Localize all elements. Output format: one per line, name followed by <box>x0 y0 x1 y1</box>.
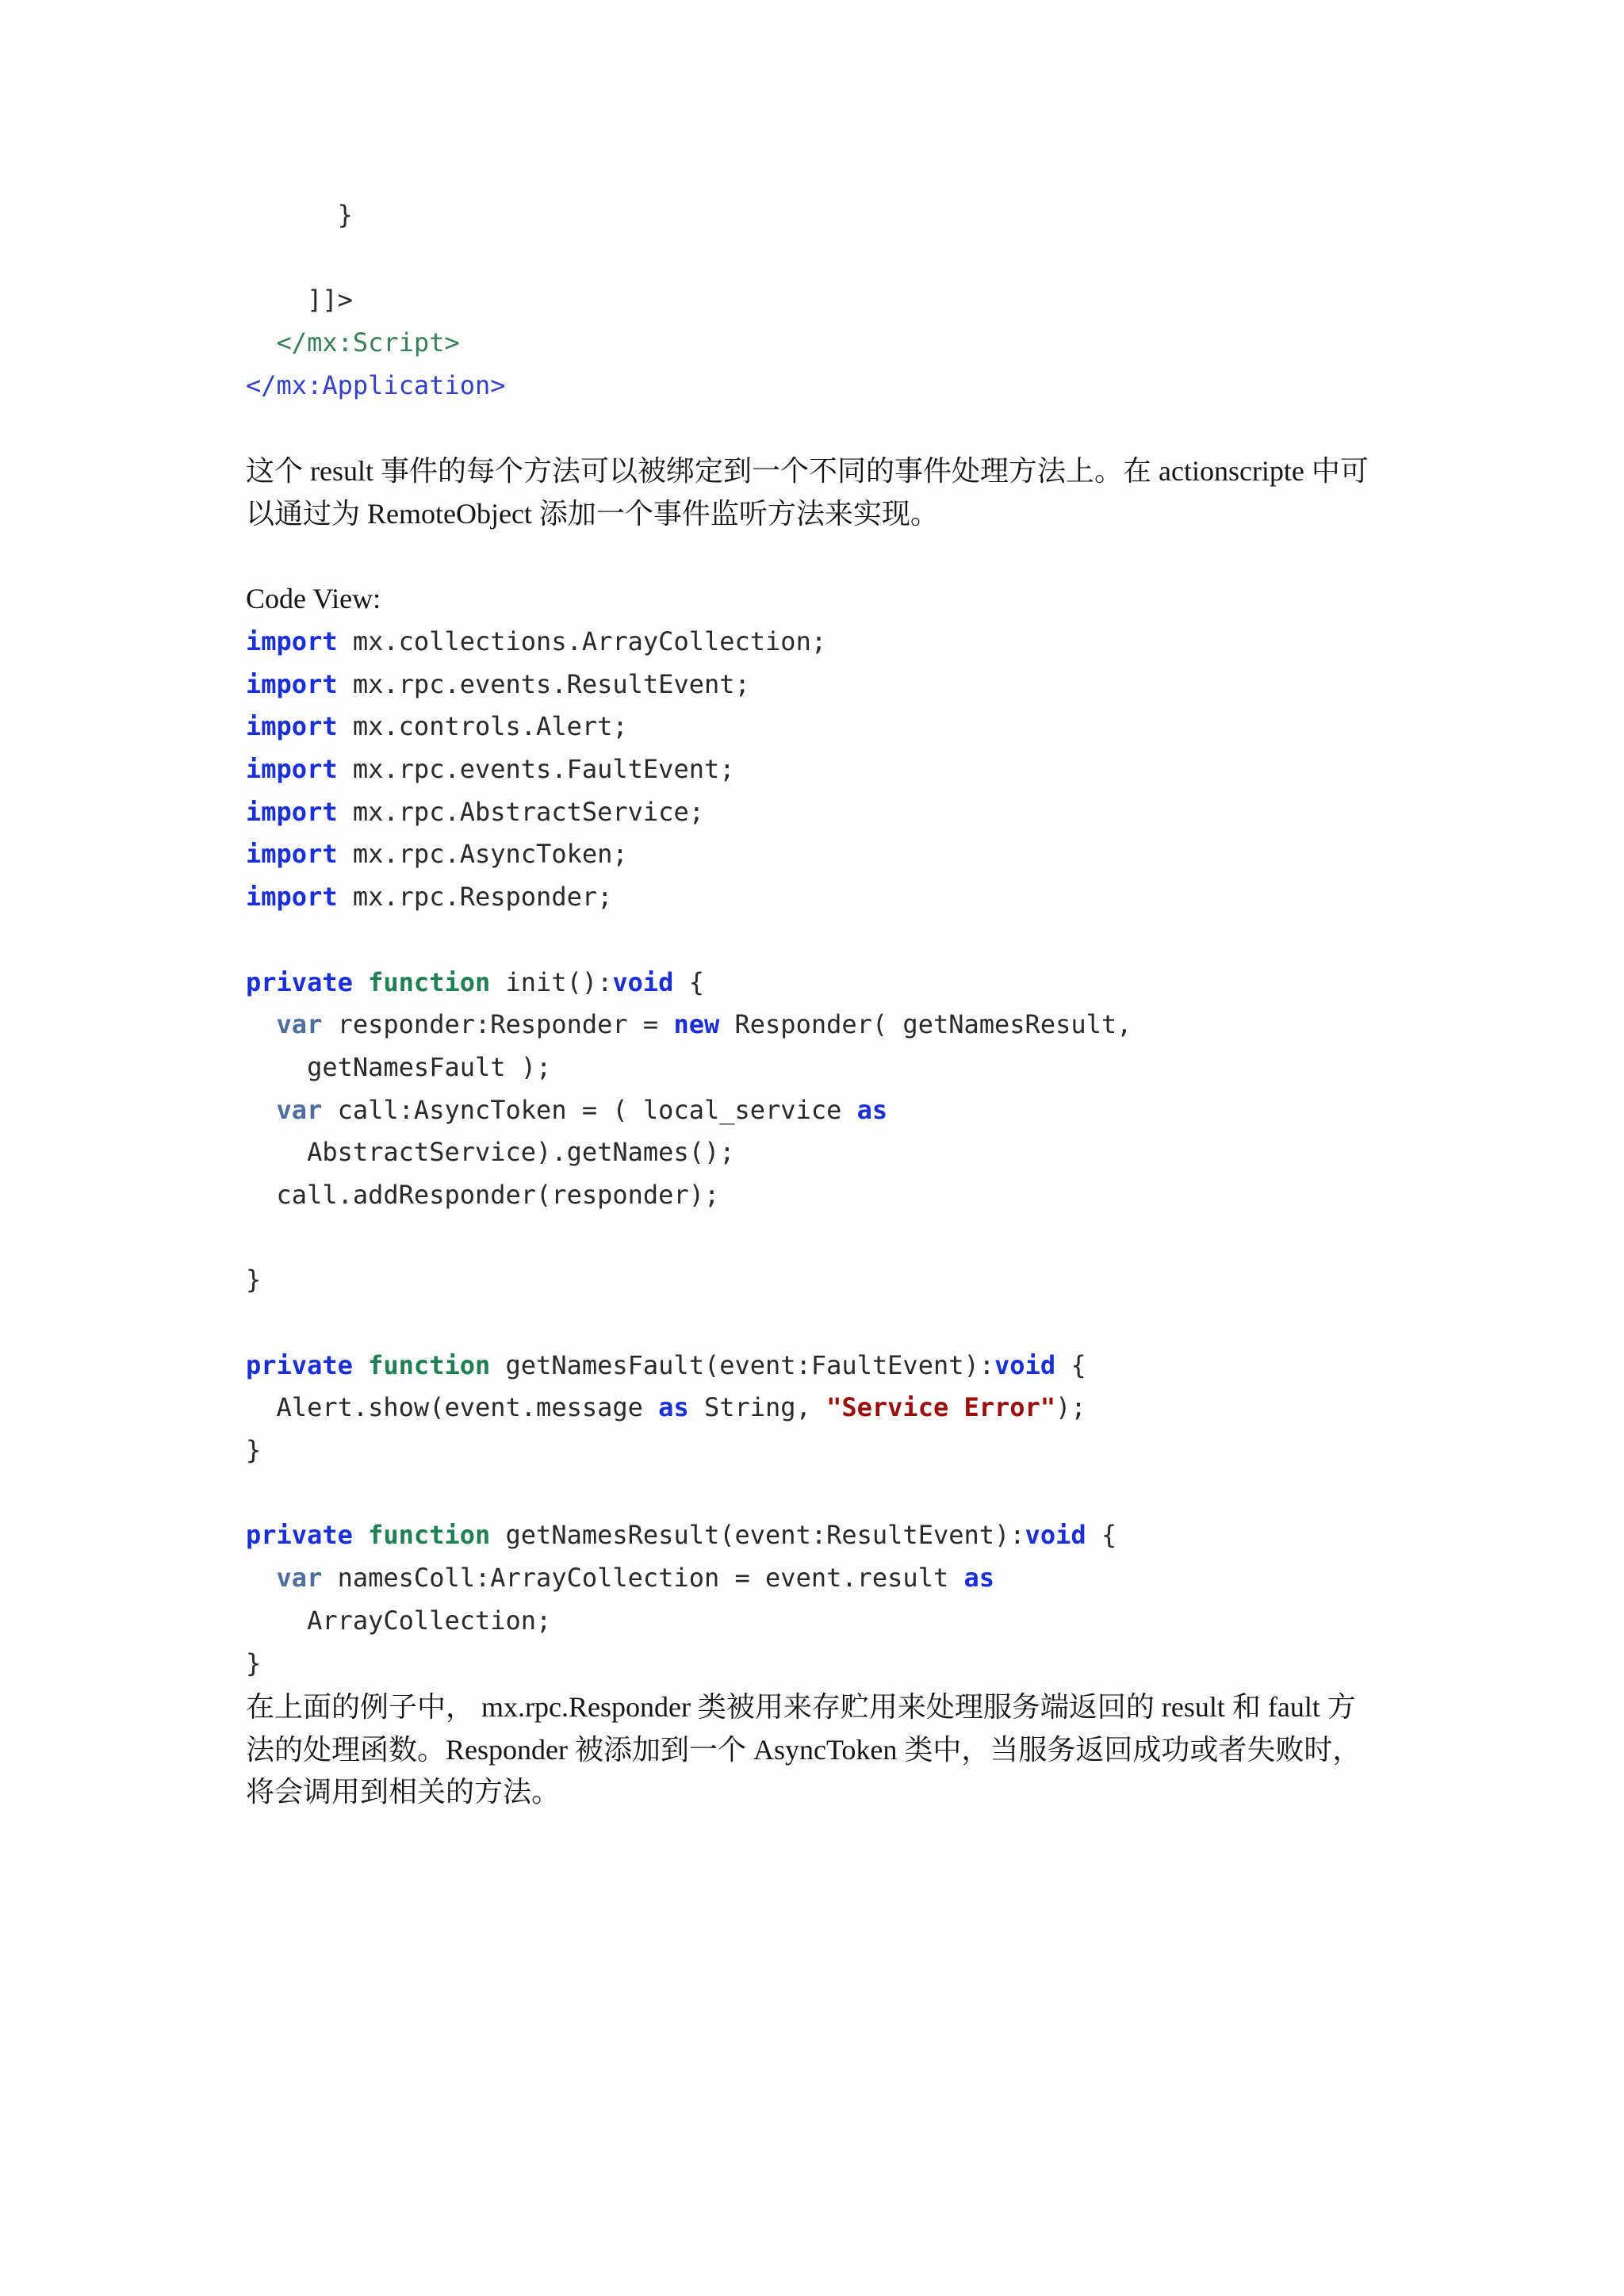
import-line: import mx.rpc.AsyncToken; <box>246 839 628 870</box>
init-add-responder-line: call.addResponder(responder); <box>276 1179 720 1210</box>
code-line-application-close: </mx:Application> <box>246 369 506 400</box>
code-line-blank <box>246 1472 1132 1515</box>
result-names-cont-line: ArrayCollection; <box>307 1605 552 1636</box>
code-listing-main <box>246 621 1132 1685</box>
result-names-line: var namesColl:ArrayCollection = event.result as <box>276 1563 995 1594</box>
import-line: import mx.controls.Alert; <box>246 711 628 742</box>
init-responder-cont-line: getNamesFault ); <box>307 1051 552 1082</box>
code-listing-tail <box>246 194 506 407</box>
init-call-cont-line: AbstractService).getNames(); <box>307 1137 735 1168</box>
fault-alert-line: Alert.show(event.message as String, "Service Error"); <box>276 1392 1086 1423</box>
import-line: import mx.rpc.events.ResultEvent; <box>246 668 750 699</box>
fault-signature-line: private function getNamesFault(event:FaultEvent):void { <box>246 1349 1086 1380</box>
import-line: import mx.rpc.AbstractService; <box>246 796 704 827</box>
import-line: import mx.rpc.events.FaultEvent; <box>246 754 735 785</box>
code-view-label: Code View: <box>246 583 381 614</box>
init-close-line: } <box>246 1265 262 1295</box>
code-line-cdata-end: ]]> <box>307 285 353 316</box>
code-line-blank <box>246 1217 1132 1260</box>
result-close-line: } <box>246 1647 262 1678</box>
fault-close-line: } <box>246 1435 262 1466</box>
code-line-script-close: </mx:Script> <box>276 327 460 358</box>
paragraph-responder-explanation: 在上面的例子中， mx.rpc.Responder 类被用来存贮用来处理服务端返回的 result 和 fault 方 法的处理函数。Responder 被添加到一个 AsyncToken 类中，当服务返回成功或者失败时， 将会调用到相关的方法。 <box>246 1691 1362 1808</box>
result-signature-line: private function getNamesResult(event:ResultEvent):void { <box>246 1520 1117 1551</box>
code-line-blank <box>246 919 1132 962</box>
init-responder-line: var responder:Responder = new Responder( getNamesResult, <box>276 1009 1132 1040</box>
import-line: import mx.rpc.Responder; <box>246 882 613 913</box>
init-call-line: var call:AsyncToken = ( local_service as <box>276 1094 888 1125</box>
import-line: import mx.collections.ArrayCollection; <box>246 626 827 656</box>
paragraph-result-event-binding: 这个 result 事件的每个方法可以被绑定到一个不同的事件处理方法上。在 actionscripte 中可 以通过为 RemoteObject 添加一个事件监听方法来实现。 <box>246 455 1369 530</box>
code-line-blank <box>246 1302 1132 1345</box>
code-line-brace: } <box>337 200 353 230</box>
code-line-blank <box>246 237 506 280</box>
init-signature-line: private function init():void { <box>246 966 704 997</box>
